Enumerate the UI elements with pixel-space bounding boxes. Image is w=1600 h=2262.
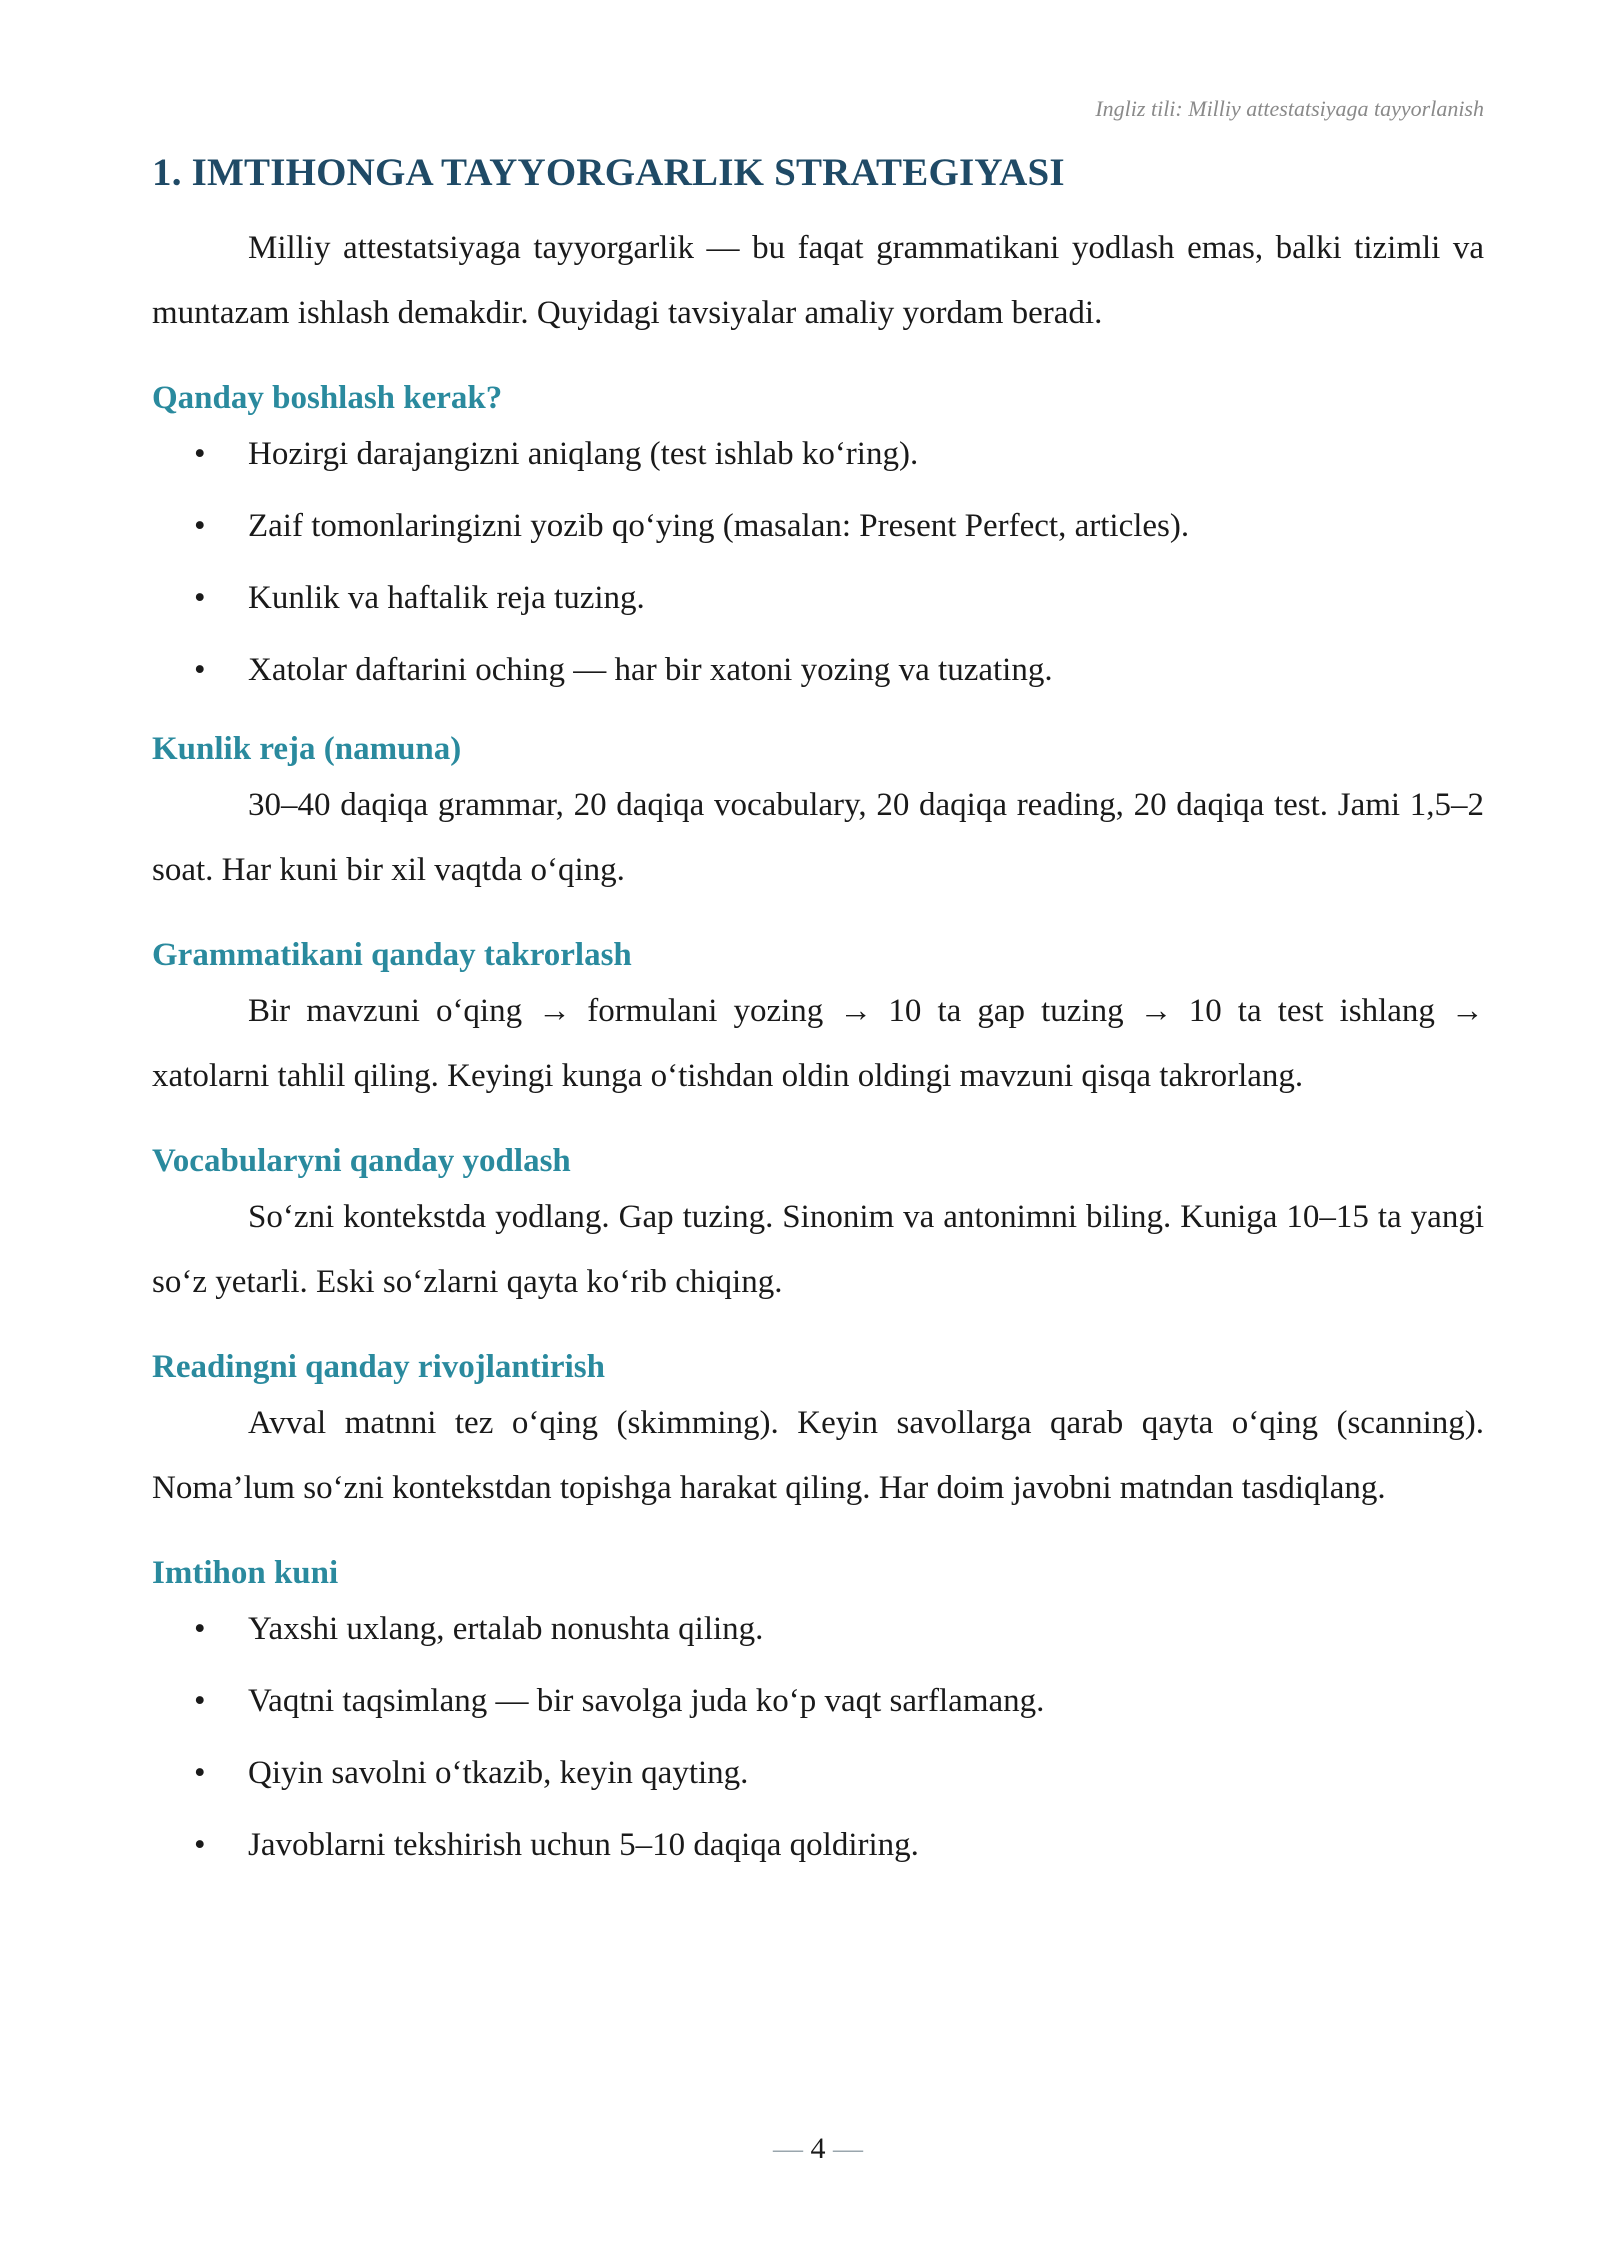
list-item: • Javoblarni tekshirish uchun 5–10 daqiqa qoldiring. bbox=[194, 1827, 919, 1863]
chapter-title: 1. IMTIHONGA TAYYORGARLIK STRATEGIYASI bbox=[152, 151, 1065, 194]
grammar-paragraph: Bir mavzuni o‘qing → formulani yozing → 10 ta gap tuzing → 10 ta test ishlang → xatolarni tahlil qiling. Keyingi kunga o‘tishdan oldin oldingi mavzuni qisqa takrorlang. bbox=[152, 993, 1484, 1094]
intro-paragraph: Milliy attestatsiyaga tayyorgarlik — bu faqat grammatikani yodlash emas, balki tizimli va muntazam ishlash demakdir. Quyidagi tavsiyalar amaliy yordam beradi. bbox=[152, 230, 1484, 331]
list-item: • Hozirgi darajangizni aniqlang (test ishlab ko‘ring). bbox=[194, 436, 919, 472]
document-page bbox=[152, 0, 1484, 2262]
page-number: 4 bbox=[810, 2132, 826, 2165]
list-item: • Xatolar daftarini oching — har bir xatoni yozing va tuzating. bbox=[194, 652, 1053, 688]
section-heading-reading: Readingni qanday rivojlantirish bbox=[152, 1349, 605, 1385]
page-footer bbox=[152, 2132, 1484, 2166]
daily-plan-paragraph: 30–40 daqiqa grammar, 20 daqiqa vocabulary, 20 daqiqa reading, 20 daqiqa test. Jami 1,5–2 soat. Har kuni bir xil vaqtda o‘qing. bbox=[152, 787, 1484, 888]
section-heading-vocabulary: Vocabularyni qanday yodlash bbox=[152, 1143, 571, 1179]
page-content bbox=[152, 216, 1484, 1867]
list-item: • Vaqtni taqsimlang — bir savolga juda ko‘p vaqt sarflamang. bbox=[194, 1683, 1045, 1719]
list-item: • Kunlik va haftalik reja tuzing. bbox=[194, 580, 645, 616]
exam-day-bullet-list bbox=[152, 1607, 1484, 1867]
section-heading-daily-plan: Kunlik reja (namuna) bbox=[152, 731, 462, 767]
list-item: • Yaxshi uxlang, ertalab nonushta qiling. bbox=[194, 1611, 764, 1647]
list-item: • Qiyin savolni o‘tkazib, keyin qayting. bbox=[194, 1755, 749, 1791]
list-item: • Zaif tomonlaringizni yozib qo‘ying (masalan: Present Perfect, articles). bbox=[194, 508, 1190, 544]
section-heading-start: Qanday boshlash kerak? bbox=[152, 380, 503, 416]
vocabulary-paragraph: So‘zni kontekstda yodlang. Gap tuzing. Sinonim va antonimni biling. Kuniga 10–15 ta yangi so‘z yetarli. Eski so‘zlarni qayta ko‘rib chiqing. bbox=[152, 1199, 1484, 1300]
reading-paragraph: Avval matnni tez o‘qing (skimming). Keyin savollarga qarab qayta o‘qing (scanning). Noma’lum so‘zni kontekstdan topishga harakat qiling. Har doim javobni matndan tasdiqlang. bbox=[152, 1405, 1484, 1506]
footer-dash-left: — bbox=[773, 2132, 803, 2165]
running-header: Ingliz tili: Milliy attestatsiyaga tayyorlanish bbox=[1095, 96, 1484, 121]
footer-dash-right: — bbox=[833, 2132, 863, 2165]
section-heading-grammar: Grammatikani qanday takrorlash bbox=[152, 937, 632, 973]
section-heading-exam-day: Imtihon kuni bbox=[152, 1555, 339, 1591]
start-bullet-list bbox=[152, 432, 1484, 692]
